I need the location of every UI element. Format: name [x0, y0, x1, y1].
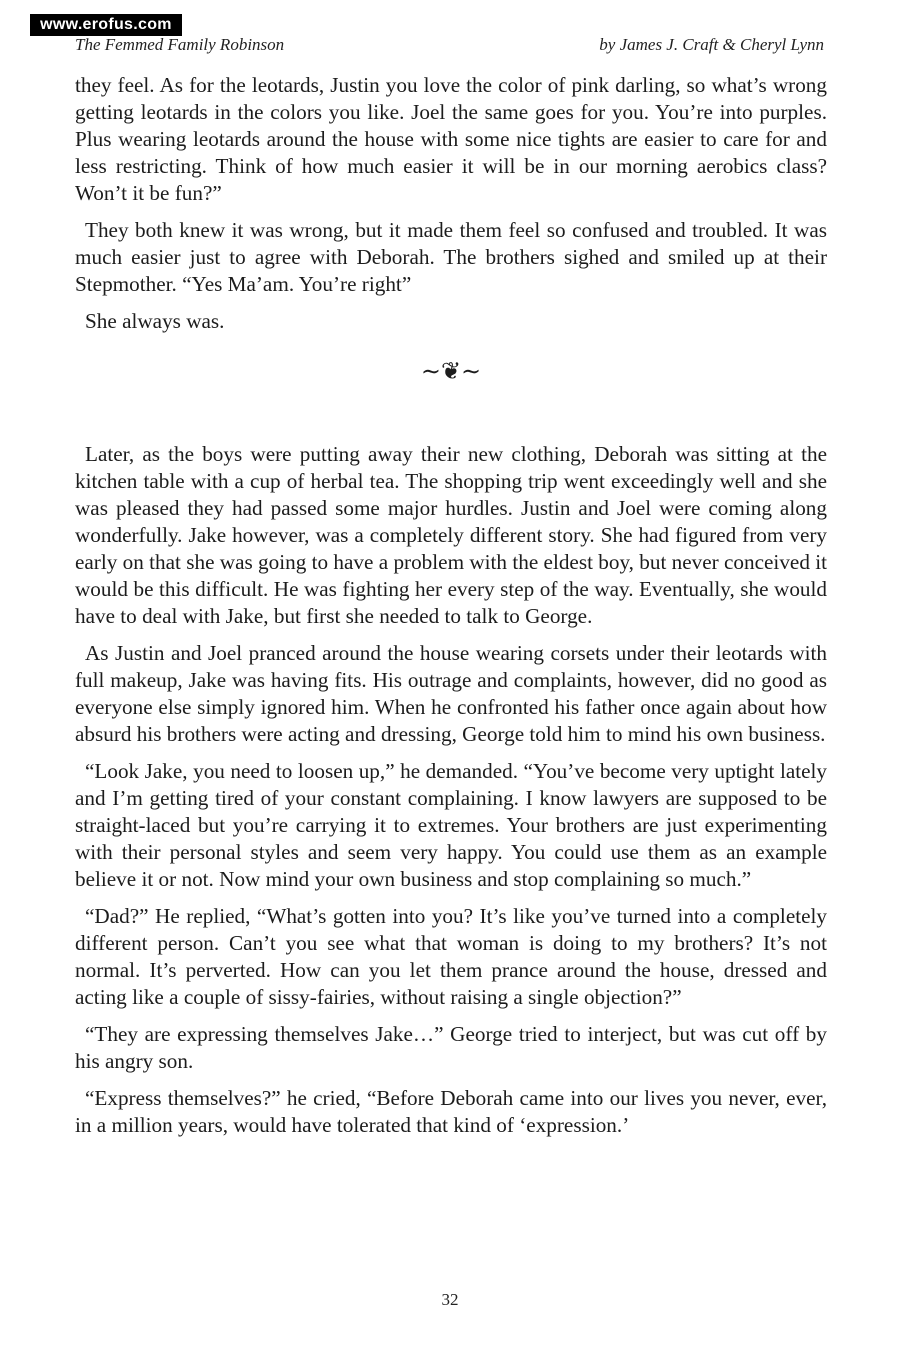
paragraph: As Justin and Joel pranced around the house wearing corsets under their leotards with full makeup, Jake was having fits. His outrage and complaints, however, did no good as everyone else simply ignored him. When he confronted his father once again about how absurd his brothers were acting and dressing, George told him to mind his own business.: [75, 641, 827, 746]
paragraph: They both knew it was wrong, but it made them feel so confused and troubled. It was much easier just to agree with Deborah. The brothers sighed and smiled up at their Stepmother. “Yes Ma’am. You’re right”: [75, 218, 827, 296]
section-divider-ornament: ∼❦∼: [420, 359, 482, 385]
paragraph: “They are expressing themselves Jake…” George tried to interject, but was cut off by his angry son.: [75, 1022, 827, 1073]
book-title: The Femmed Family Robinson: [75, 35, 285, 54]
paragraph: She always was.: [85, 309, 225, 333]
page-body: [75, 72, 827, 1139]
paragraph: they feel. As for the leotards, Justin you love the color of pink darling, so what’s wrong getting leotards in the colors you like. Joel the same goes for you. You’re into purples. Plus wearing leotards around the house with some nice tights are easier to care for and less restricting. Think of how much easier it will be in our morning aerobics class? Won’t it be fun?”: [75, 73, 827, 205]
watermark: www.erofus.com: [30, 14, 182, 36]
page-number: 32: [441, 1290, 459, 1309]
paragraph: “Dad?” He replied, “What’s gotten into you? It’s like you’ve turned into a completely different person. Can’t you see what that woman is doing to my brothers? It’s not normal. It’s perverted. How can you let them prance around the house, dressed and acting like a couple of sissy-fairies, without raising a single objection?”: [75, 904, 827, 1009]
running-header: [75, 35, 824, 55]
paragraph: “Look Jake, you need to loosen up,” he demanded. “You’ve become very uptight lately and I’m getting tired of your constant complaining. I know lawyers are supposed to be straight-laced but you’re carrying it to extremes. Your brothers are just experimenting with their personal styles and seem very happy. You could use them as an example believe it or not. Now mind your own business and stop complaining so much.”: [75, 759, 827, 891]
paragraph: “Express themselves?” he cried, “Before Deborah came into our lives you never, ever, in a million years, would have tolerated that kind of ‘expression.’: [75, 1086, 827, 1137]
paragraph: Later, as the boys were putting away their new clothing, Deborah was sitting at the kitchen table with a cup of herbal tea. The shopping trip went exceedingly well and she was pleased they had passed some major hurdles. Justin and Joel were coming along wonderfully. Jake however, was a completely different story. She had figured from very early on that she was going to have a problem with the eldest boy, but never conceived it would be this difficult. He was fighting her every step of the way. Eventually, she would have to deal with Jake, but first she needed to talk to George.: [75, 442, 827, 628]
book-authors: by James J. Craft & Cheryl Lynn: [599, 35, 824, 54]
